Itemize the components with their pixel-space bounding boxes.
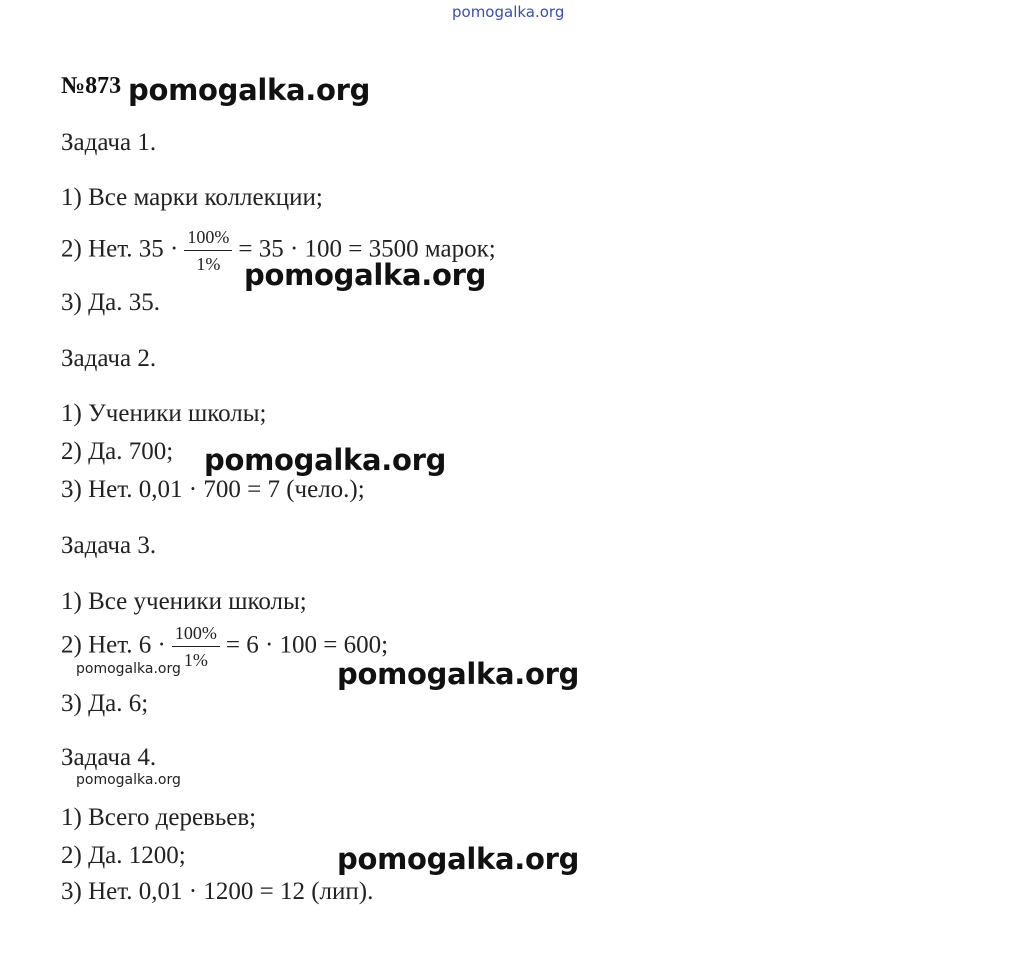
fraction-numerator: 100% (172, 624, 220, 647)
fraction-denominator: 1% (196, 253, 221, 274)
task-2-line-1: 1) Ученики школы; (61, 400, 267, 427)
watermark-small-2: pomogalka.org (76, 772, 181, 788)
task-4-line-2: 2) Да. 1200; (61, 842, 186, 869)
watermark-small-1: pomogalka.org (76, 661, 181, 677)
watermark-4: pomogalka.org (337, 842, 580, 876)
task-1-heading: Задача 1. (61, 129, 157, 156)
task-3-line-3: 3) Да. 6; (61, 690, 149, 717)
task-2-heading: Задача 2. (61, 345, 157, 372)
task-3-line-2-prefix: 2) Нет. 6 · (61, 631, 166, 659)
problem-number: №873 (61, 73, 122, 99)
fraction-denominator: 1% (183, 649, 208, 670)
task-3-line-1: 1) Все ученики школы; (61, 588, 307, 615)
task-1-line-2-suffix: = 35 · 100 = 3500 марок; (238, 235, 496, 263)
task-2-line-2: 2) Да. 700; (61, 438, 174, 465)
watermark-title: pomogalka.org (128, 73, 371, 107)
task-1-line-2-prefix: 2) Нет. 35 · (61, 235, 179, 263)
task-4-line-3: 3) Нет. 0,01 · 1200 = 12 (лип). (61, 878, 374, 905)
task-4-line-1: 1) Всего деревьев; (61, 804, 257, 831)
task-1-line-1: 1) Все марки коллекции; (61, 184, 323, 211)
task-3-line-2-suffix: = 6 · 100 = 600; (225, 631, 389, 659)
fraction (184, 228, 232, 274)
watermark-1: pomogalka.org (244, 258, 487, 292)
watermark-2: pomogalka.org (204, 443, 447, 477)
task-1-line-3: 3) Да. 35. (61, 289, 160, 316)
task-3-heading: Задача 3. (61, 532, 157, 559)
watermark-3: pomogalka.org (337, 657, 580, 691)
watermark-top: pomogalka.org (452, 3, 565, 21)
fraction-numerator: 100% (184, 228, 232, 251)
task-4-heading: Задача 4. (61, 744, 157, 771)
task-2-line-3: 3) Нет. 0,01 · 700 = 7 (чело.); (61, 476, 365, 503)
